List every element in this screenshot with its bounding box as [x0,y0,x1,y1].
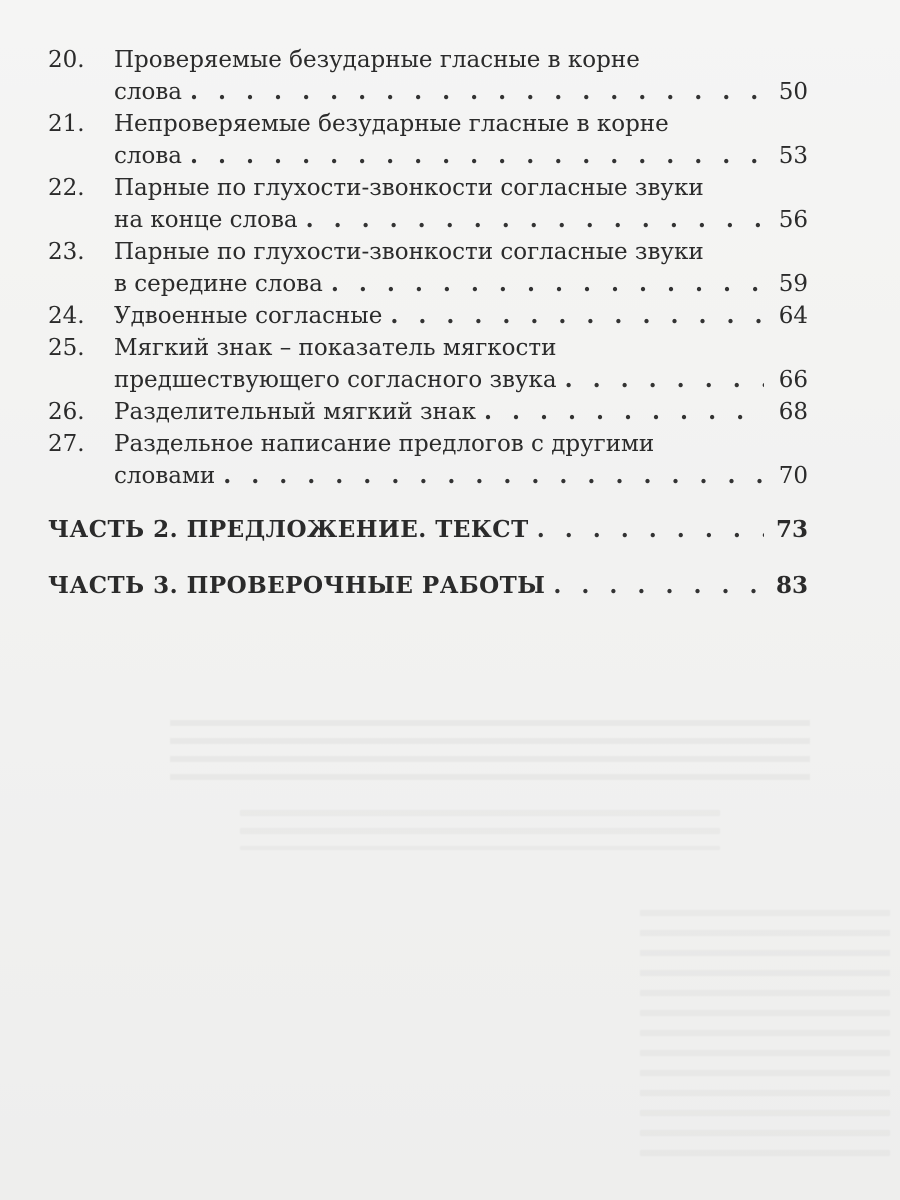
entry-title-line1: Парные по глухости-звонкости согласные звуки [114,175,704,201]
toc-entry-25 [48,332,808,396]
entry-number: 20. [48,47,85,73]
entry-title-line2 [48,76,808,108]
entry-number: 21. [48,111,85,137]
bleed-through-decoration [170,720,810,780]
entry-page-number: 53 [778,143,808,169]
dot-leader [537,514,764,546]
dot-leader [190,140,764,172]
entry-title-line1: Непроверяемые безударные гласные в корне [114,111,669,137]
dot-leader [331,268,764,300]
entry-number: 26. [48,399,85,425]
entry-page-number: 64 [778,303,808,329]
entry-page-number: 68 [778,399,808,425]
entry-title-tail: словами [114,463,216,489]
entry-number: 24. [48,303,85,329]
dot-leader [484,396,764,428]
entry-title: Удвоенные согласные [114,303,383,329]
dot-leader [553,570,764,602]
entry-title-line2 [48,364,808,396]
entry-number: 23. [48,239,85,265]
part-title: ЧАСТЬ 2. ПРЕДЛОЖЕНИЕ. ТЕКСТ [48,516,529,543]
dot-leader [390,300,764,332]
toc-entry-23 [48,236,808,300]
entry-page-number: 56 [778,207,808,233]
toc-entry-26 [48,396,808,428]
entry-title-line1: Раздельное написание предлогов с другими [114,431,655,457]
entry-page-number: 70 [778,463,808,489]
dot-leader [306,204,764,236]
entry-number: 22. [48,175,85,201]
entry-title-line1: Парные по глухости-звонкости согласные звуки [114,239,704,265]
entry-title-line2 [48,204,808,236]
entry-title-line2 [48,460,808,492]
entry-page-number: 59 [778,271,808,297]
entry-page-number: 50 [778,79,808,105]
entry-title-tail: на конце слова [114,207,298,233]
entry-title: Разделительный мягкий знак [114,399,476,425]
entry-number: 25. [48,335,85,361]
entry-title-line1: Проверяемые безударные гласные в корне [114,47,640,73]
toc-part-2 [48,514,808,546]
dot-leader [223,460,764,492]
entry-title-tail: слова [114,143,183,169]
toc-part-3 [48,570,808,602]
entry-title-line1: Мягкий знак – показатель мягкости [114,335,557,361]
part-page-number: 83 [775,572,808,599]
entry-title-tail: предшествующего согласного звука [114,367,557,393]
dot-leader [190,76,764,108]
toc-entry-21 [48,108,808,172]
entry-title-line [48,396,808,428]
part-title: ЧАСТЬ 3. ПРОВЕРОЧНЫЕ РАБОТЫ [48,572,546,599]
part-page-number: 73 [775,516,808,543]
toc-entry-27 [48,428,808,492]
toc-entry-24 [48,300,808,332]
entry-title-line2 [48,140,808,172]
table-of-contents [48,44,808,602]
toc-entry-20 [48,44,808,108]
bleed-through-decoration [640,910,890,1170]
dot-leader [565,364,764,396]
entry-title-line2 [48,268,808,300]
bleed-through-decoration [240,810,720,850]
entry-page-number: 66 [778,367,808,393]
entry-title-tail: в середине слова [114,271,323,297]
toc-entry-22 [48,172,808,236]
entry-number: 27. [48,431,85,457]
entry-title-tail: слова [114,79,183,105]
entry-title-line [48,300,808,332]
